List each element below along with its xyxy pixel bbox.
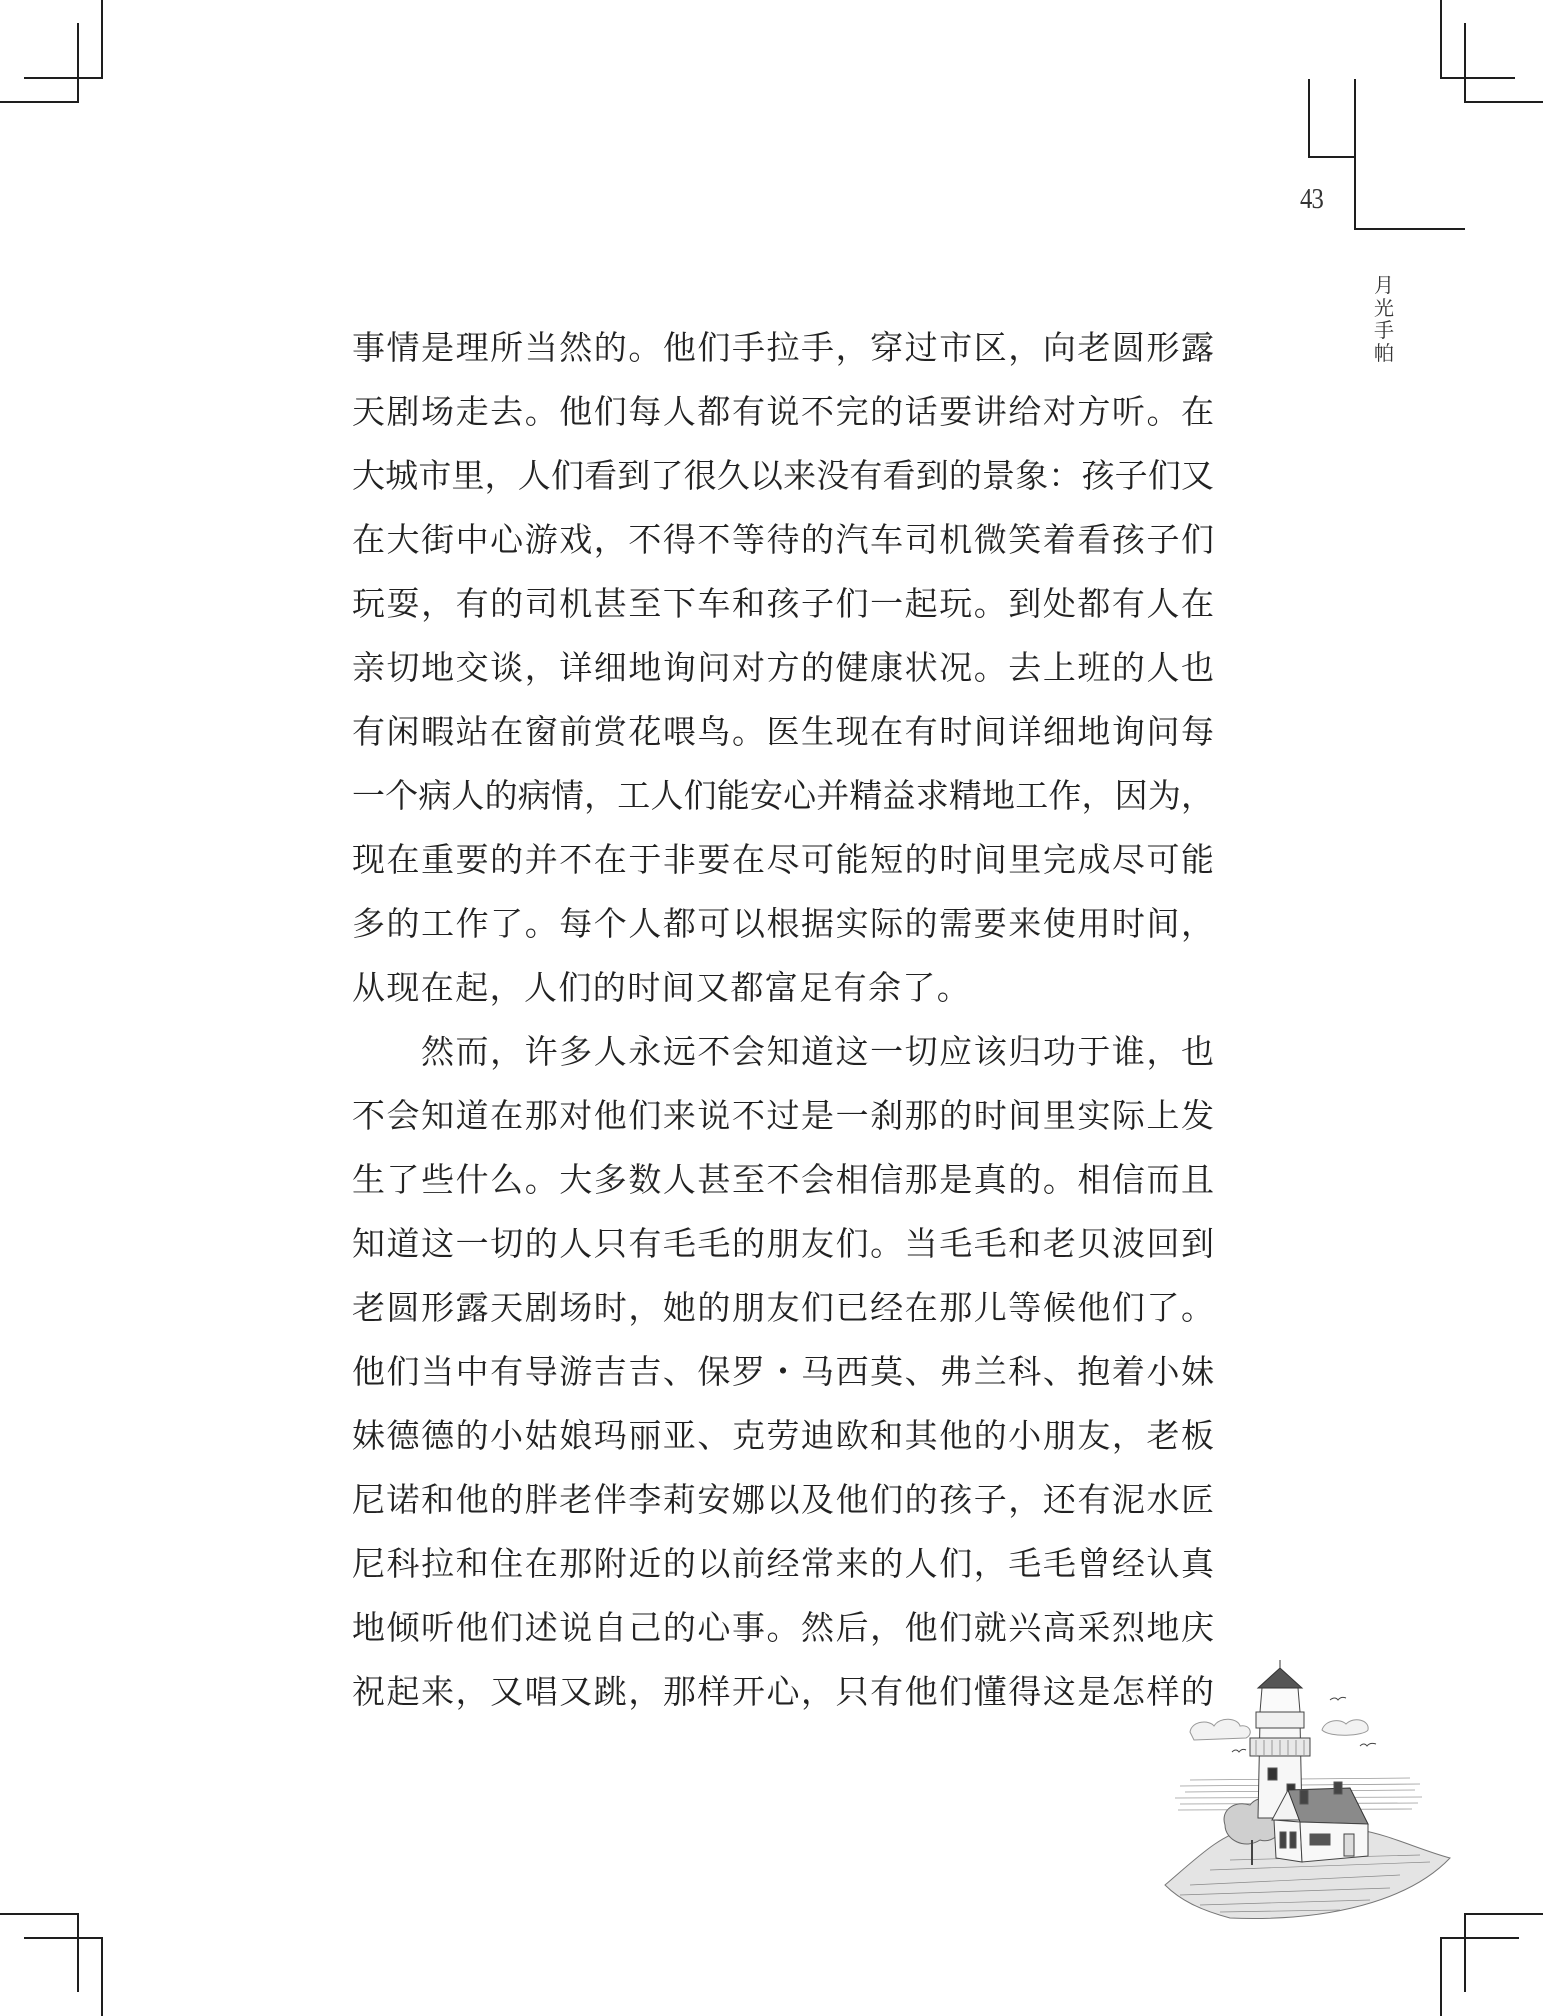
crop-mark <box>24 1937 103 1939</box>
running-title <box>1372 274 1396 364</box>
text-line: 祝起来，又唱又跳，那样开心，只有他们懂得这是怎样的 <box>352 1672 1214 1711</box>
running-title-char: 手 <box>1374 318 1394 342</box>
running-title-char: 月 <box>1374 273 1394 297</box>
text-line: 大城市里，人们看到了很久以来没有看到的景象：孩子们又 <box>352 456 1214 495</box>
header-rule <box>1308 79 1310 158</box>
crop-mark <box>1440 77 1515 79</box>
crop-mark <box>77 1913 79 1992</box>
lighthouse-sketch-icon <box>1150 1660 1470 1950</box>
page-number: 43 <box>1300 183 1323 215</box>
body-text <box>352 316 1214 1724</box>
text-line: 尼诺和他的胖老伴李莉安娜以及他们的孩子，还有泥水匠 <box>352 1480 1214 1519</box>
crop-mark <box>1440 1937 1519 1939</box>
text-line: 玩耍，有的司机甚至下车和孩子们一起玩。到处都有人在 <box>352 584 1214 623</box>
text-line: 老圆形露天剧场时，她的朋友们已经在那儿等候他们了。 <box>352 1288 1214 1327</box>
text-line: 生了些什么。大多数人甚至不会相信那是真的。相信而且 <box>352 1160 1214 1199</box>
header-rule <box>1354 228 1465 230</box>
text-line: 不会知道在那对他们来说不过是一刹那的时间里实际上发 <box>352 1096 1214 1135</box>
crop-mark <box>0 1913 79 1915</box>
crop-mark <box>1440 1937 1442 2016</box>
text-line: 事情是理所当然的。他们手拉手，穿过市区，向老圆形露 <box>352 328 1214 367</box>
text-line: 现在重要的并不在于非要在尽可能短的时间里完成尽可能 <box>352 840 1214 879</box>
crop-mark <box>1464 23 1466 103</box>
crop-mark <box>24 77 103 79</box>
crop-mark <box>0 101 79 103</box>
crop-mark <box>1464 101 1543 103</box>
text-line: 妹德德的小姑娘玛丽亚、克劳迪欧和其他的小朋友，老板 <box>352 1416 1214 1455</box>
text-line: 地倾听他们述说自己的心事。然后，他们就兴高采烈地庆 <box>352 1608 1214 1647</box>
text-line: 尼科拉和住在那附近的以前经常来的人们，毛毛曾经认真 <box>352 1544 1214 1583</box>
crop-mark <box>101 0 103 79</box>
crop-mark <box>101 1937 103 2016</box>
header-rule <box>1354 79 1356 230</box>
crop-mark <box>1464 1913 1543 1915</box>
running-title-char: 帕 <box>1374 340 1394 365</box>
text-line: 他们当中有导游吉吉、保罗・马西莫、弗兰科、抱着小妹 <box>352 1352 1214 1391</box>
crop-mark <box>1464 1913 1466 1992</box>
text-line: 一个病人的病情，工人们能安心并精益求精地工作，因为， <box>352 776 1214 815</box>
running-title-char: 光 <box>1374 295 1394 320</box>
text-line: 有闲暇站在窗前赏花喂鸟。医生现在有时间详细地询问每 <box>352 712 1214 751</box>
text-line: 在大街中心游戏，不得不等待的汽车司机微笑着看孩子们 <box>352 520 1214 559</box>
text-line: 从现在起，人们的时间又都富足有余了。 <box>352 968 972 1007</box>
text-line: 天剧场走去。他们每人都有说不完的话要讲给对方听。在 <box>352 392 1214 431</box>
text-line: 知道这一切的人只有毛毛的朋友们。当毛毛和老贝波回到 <box>352 1224 1214 1263</box>
crop-mark <box>1440 0 1442 79</box>
paragraph-start-line: 然而，许多人永远不会知道这一切应该归功于谁，也 <box>421 1032 1214 1071</box>
text-line: 多的工作了。每个人都可以根据实际的需要来使用时间， <box>352 904 1214 943</box>
header-rule <box>1308 156 1355 158</box>
text-line: 亲切地交谈，详细地询问对方的健康状况。去上班的人也 <box>352 648 1214 687</box>
crop-mark <box>77 23 79 103</box>
